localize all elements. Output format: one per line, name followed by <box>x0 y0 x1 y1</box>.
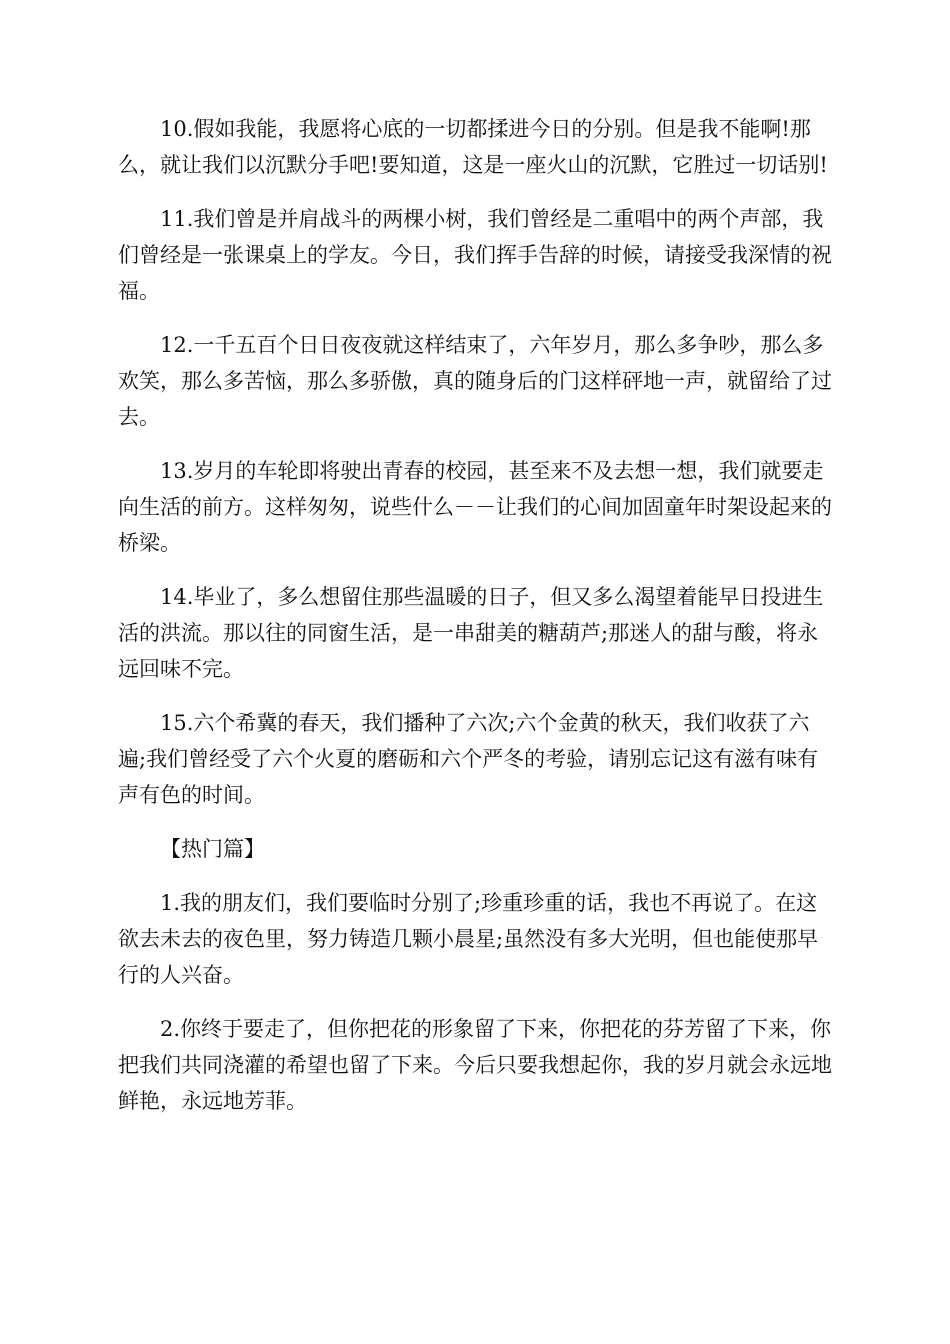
paragraph-10: 10.假如我能，我愿将心底的一切都揉进今日的分别。但是我不能啊!那么，就让我们以沉默分手吧!要知道，这是一座火山的沉默，它胜过一切话别! <box>118 117 828 177</box>
paragraph-15: 15.六个希冀的春天，我们播种了六次;六个金黄的秋天，我们收获了六遍;我们曾经受了六个火夏的磨砺和六个严冬的考验，请别忘记这有滋有味有声有色的时间。 <box>118 711 819 807</box>
paragraph-11: 11.我们曾是并肩战斗的两棵小树，我们曾经是二重唱中的两个声部，我们曾经是一张课桌上的学友。今日，我们挥手告辞的时候，请接受我深情的祝福。 <box>118 207 832 303</box>
paragraph-13: 13.岁月的车轮即将驶出青春的校园，甚至来不及去想一想，我们就要走向生活的前方。这样匆匆，说些什么－－让我们的心间加固童年时架设起来的桥梁。 <box>118 459 832 555</box>
paragraph-14: 14.毕业了，多么想留住那些温暖的日子，但又多么渴望着能早日投进生活的洪流。那以往的同窗生活，是一串甜美的糖葫芦;那迷人的甜与酸，将永远回味不完。 <box>118 585 824 681</box>
section-heading: 【热门篇】 <box>160 837 265 861</box>
hot-paragraph-2: 2.你终于要走了，但你把花的形象留了下来，你把花的芬芳留了下来，你把我们共同浇灌的希望也留了下来。今后只要我想起你，我的岁月就会永远地鲜艳，永远地芳菲。 <box>118 1017 832 1113</box>
document-page <box>118 111 834 1137</box>
hot-paragraph-1: 1.我的朋友们，我们要临时分别了;珍重珍重的话，我也不再说了。在这欲去未去的夜色里，努力铸造几颗小晨星;虽然没有多大光明，但也能使那早行的人兴奋。 <box>118 891 819 987</box>
paragraph-12: 12.一千五百个日日夜夜就这样结束了，六年岁月，那么多争吵，那么多欢笑，那么多苦恼，那么多骄傲，真的随身后的门这样砰地一声，就留给了过去。 <box>118 333 832 429</box>
